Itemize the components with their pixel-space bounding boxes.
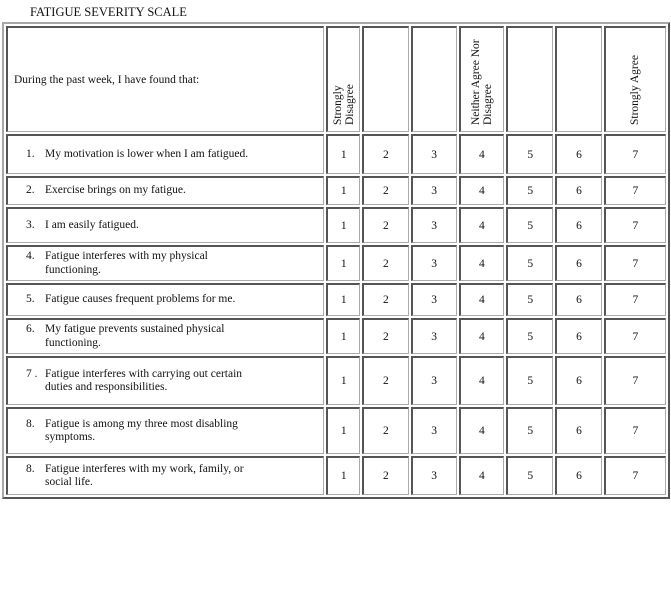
item-number: 1. [26, 147, 35, 160]
scale-label-strongly-disagree: Strongly Disagree [331, 84, 356, 125]
score-option-1[interactable]: 1 [326, 245, 360, 281]
score-option-7[interactable]: 7 [604, 283, 666, 316]
scale-label-strongly-agree: Strongly Agree [629, 55, 642, 125]
score-option-4[interactable]: 4 [459, 407, 505, 454]
scale-header-2 [362, 26, 409, 132]
item-text: Fatigue interferes with my work, family, or social life. [45, 462, 244, 488]
score-option-6[interactable]: 6 [555, 245, 602, 281]
item-row [6, 283, 666, 316]
item-cell [6, 245, 324, 281]
item-row [6, 356, 666, 405]
score-option-1[interactable]: 1 [326, 407, 360, 454]
score-option-5[interactable]: 5 [506, 356, 553, 405]
item-cell [6, 407, 324, 454]
score-option-6[interactable]: 6 [555, 356, 602, 405]
header-row [6, 26, 666, 132]
item-cell [6, 207, 324, 243]
item-row [6, 245, 666, 281]
item-row [6, 207, 666, 243]
item-text: I am easily fatigued. [45, 218, 139, 231]
item-number: 3. [26, 218, 35, 231]
score-option-6[interactable]: 6 [555, 134, 602, 174]
item-number: 7 . [26, 367, 38, 380]
score-option-2[interactable]: 2 [362, 134, 409, 174]
item-cell [6, 134, 324, 174]
score-option-6[interactable]: 6 [555, 456, 602, 495]
prompt-text: During the past week, I have found that: [14, 73, 200, 86]
score-option-1[interactable]: 1 [326, 176, 360, 205]
score-option-2[interactable]: 2 [362, 456, 409, 495]
item-text: My fatigue prevents sustained physical functioning. [45, 323, 225, 349]
score-option-2[interactable]: 2 [362, 283, 409, 316]
item-number: 5. [26, 293, 35, 306]
score-option-3[interactable]: 3 [411, 407, 457, 454]
score-option-5[interactable]: 5 [506, 283, 553, 316]
score-option-2[interactable]: 2 [362, 356, 409, 405]
prompt-cell [6, 26, 324, 132]
page-title: FATIGUE SEVERITY SCALE [30, 5, 187, 19]
scale-header-7 [604, 26, 666, 132]
item-row [6, 134, 666, 174]
score-option-6[interactable]: 6 [555, 407, 602, 454]
score-option-7[interactable]: 7 [604, 134, 666, 174]
score-option-7[interactable]: 7 [604, 245, 666, 281]
item-number: 6. [26, 323, 35, 335]
score-option-4[interactable]: 4 [459, 245, 505, 281]
score-option-3[interactable]: 3 [411, 245, 457, 281]
score-option-7[interactable]: 7 [604, 176, 666, 205]
score-option-6[interactable]: 6 [555, 283, 602, 316]
score-option-4[interactable]: 4 [459, 176, 505, 205]
scale-header-4 [459, 26, 505, 132]
score-option-5[interactable]: 5 [506, 318, 553, 354]
score-option-3[interactable]: 3 [411, 356, 457, 405]
score-option-4[interactable]: 4 [459, 283, 505, 316]
score-option-5[interactable]: 5 [506, 134, 553, 174]
item-text: My motivation is lower when I am fatigued. [45, 147, 249, 160]
score-option-1[interactable]: 1 [326, 318, 360, 354]
score-option-6[interactable]: 6 [555, 176, 602, 205]
score-option-5[interactable]: 5 [506, 456, 553, 495]
score-option-5[interactable]: 5 [506, 245, 553, 281]
score-option-3[interactable]: 3 [411, 456, 457, 495]
score-option-3[interactable]: 3 [411, 318, 457, 354]
scale-header-6 [555, 26, 602, 132]
scale-header-1 [326, 26, 360, 132]
score-option-7[interactable]: 7 [604, 407, 666, 454]
score-option-4[interactable]: 4 [459, 207, 505, 243]
score-option-4[interactable]: 4 [459, 318, 505, 354]
score-option-3[interactable]: 3 [411, 207, 457, 243]
score-option-5[interactable]: 5 [506, 407, 553, 454]
score-option-1[interactable]: 1 [326, 456, 360, 495]
score-option-7[interactable]: 7 [604, 318, 666, 354]
score-option-3[interactable]: 3 [411, 283, 457, 316]
item-row [6, 456, 666, 495]
item-cell [6, 283, 324, 316]
score-option-5[interactable]: 5 [506, 176, 553, 205]
item-text: Fatigue causes frequent problems for me. [45, 293, 236, 306]
item-cell [6, 356, 324, 405]
score-option-1[interactable]: 1 [326, 283, 360, 316]
score-option-2[interactable]: 2 [362, 407, 409, 454]
item-number: 8. [26, 462, 35, 475]
score-option-3[interactable]: 3 [411, 176, 457, 205]
item-number: 2. [26, 184, 35, 197]
item-cell [6, 318, 324, 354]
score-option-1[interactable]: 1 [326, 134, 360, 174]
score-option-4[interactable]: 4 [459, 134, 505, 174]
item-text: Fatigue is among my three most disabling symptoms. [45, 417, 238, 443]
score-option-6[interactable]: 6 [555, 318, 602, 354]
score-option-3[interactable]: 3 [411, 134, 457, 174]
score-option-2[interactable]: 2 [362, 245, 409, 281]
scale-header-5 [506, 26, 553, 132]
score-option-4[interactable]: 4 [459, 456, 505, 495]
item-row [6, 318, 666, 354]
item-text: Exercise brings on my fatigue. [45, 184, 186, 197]
score-option-6[interactable]: 6 [555, 207, 602, 243]
item-cell [6, 176, 324, 205]
item-cell [6, 456, 324, 495]
score-option-5[interactable]: 5 [506, 207, 553, 243]
score-option-1[interactable]: 1 [326, 207, 360, 243]
score-option-7[interactable]: 7 [604, 456, 666, 495]
scale-label-neutral: Neither Agree Nor Disagree [469, 39, 494, 125]
score-option-2[interactable]: 2 [362, 176, 409, 205]
item-text: Fatigue interferes with my physical functioning. [45, 250, 208, 276]
score-option-2[interactable]: 2 [362, 207, 409, 243]
item-row [6, 176, 666, 205]
item-number: 4. [26, 250, 35, 262]
score-option-2[interactable]: 2 [362, 318, 409, 354]
score-option-4[interactable]: 4 [459, 356, 505, 405]
scale-header-3 [411, 26, 457, 132]
score-option-1[interactable]: 1 [326, 356, 360, 405]
item-text: Fatigue interferes with carrying out certain duties and responsibilities. [45, 367, 243, 393]
score-option-7[interactable]: 7 [604, 207, 666, 243]
item-row [6, 407, 666, 454]
score-option-7[interactable]: 7 [604, 356, 666, 405]
fatigue-severity-table [2, 22, 670, 499]
item-number: 8. [26, 417, 35, 430]
